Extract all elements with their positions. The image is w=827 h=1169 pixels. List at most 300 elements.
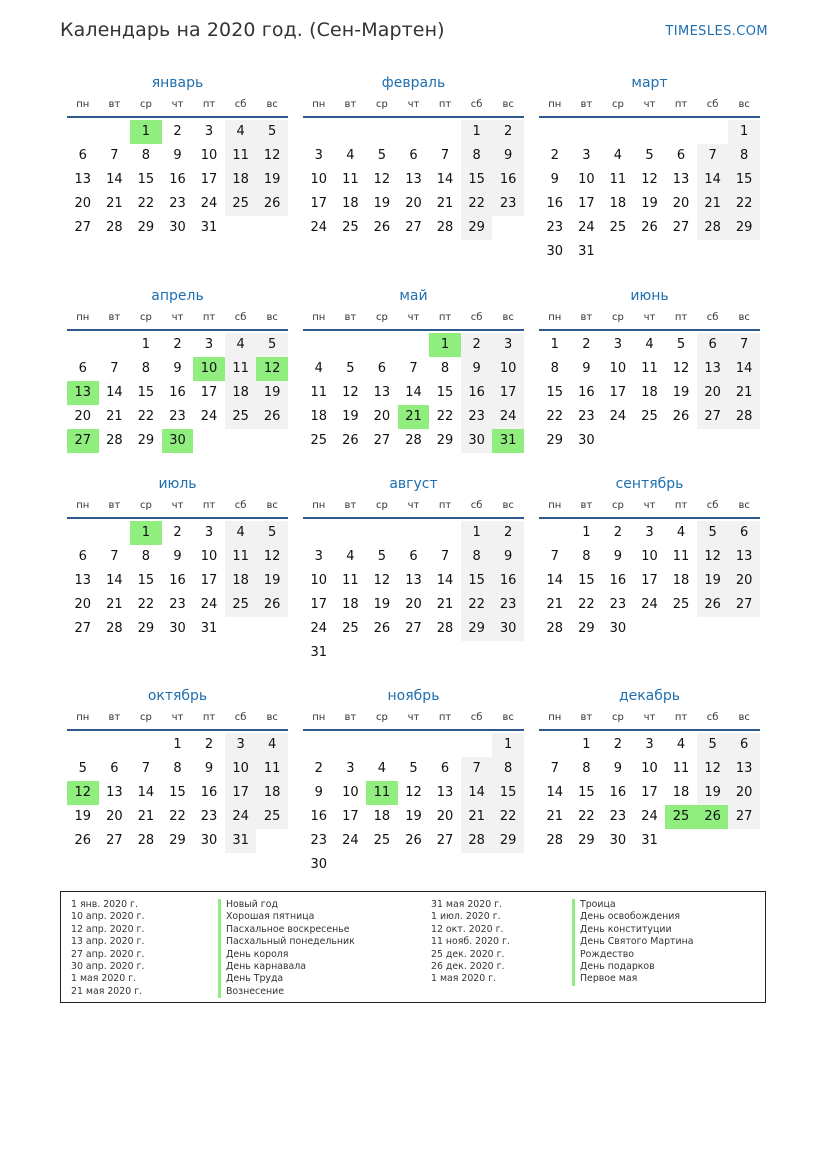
- empty-cell: [665, 120, 697, 144]
- day-cell: 18: [225, 569, 257, 593]
- day-cell: 23: [461, 405, 493, 429]
- day-cell: 26: [373, 220, 391, 235]
- legend-date: 21 мая 2020 г.: [71, 985, 143, 997]
- day-cell: 4: [256, 733, 288, 757]
- day-cell: 26: [256, 593, 288, 617]
- weekday-label: вт: [108, 712, 121, 723]
- weekday-label: сб: [706, 712, 719, 723]
- day-cell: 6: [697, 333, 729, 357]
- weekday-label: сб: [470, 500, 483, 511]
- empty-cell: [303, 120, 335, 144]
- day-cell: 5: [256, 120, 288, 144]
- holiday-day-cell: 21: [398, 405, 430, 429]
- empty-cell: [303, 333, 335, 357]
- day-cell: 2: [173, 124, 182, 139]
- empty-cell: [99, 333, 131, 357]
- day-cell: 8: [582, 761, 591, 776]
- day-cell: 16: [169, 573, 186, 588]
- holiday-day-cell: 25: [665, 805, 697, 829]
- month-name: март: [631, 75, 668, 91]
- day-cell: 7: [141, 761, 151, 776]
- day-cell: 15: [578, 785, 595, 800]
- month-11: [303, 685, 524, 877]
- day-cell: 14: [405, 385, 422, 400]
- weekday-header: [539, 495, 760, 519]
- day-cell: 17: [609, 385, 627, 400]
- day-cell: 3: [346, 761, 355, 776]
- day-cell: 29: [137, 433, 155, 448]
- day-cell: 25: [342, 621, 359, 636]
- month-name: июнь: [630, 288, 669, 304]
- day-cell: 20: [672, 196, 690, 211]
- day-cell: 7: [550, 549, 559, 564]
- day-cell: 30: [546, 244, 564, 259]
- day-cell: 27: [405, 220, 422, 235]
- day-cell: 8: [461, 144, 493, 168]
- weekday-label: сб: [234, 500, 247, 511]
- day-cell: 14: [436, 573, 454, 588]
- day-cell: 5: [697, 521, 729, 545]
- day-cell: 22: [461, 593, 493, 617]
- day-cell: 30: [609, 833, 627, 848]
- weekday-header: [67, 707, 288, 731]
- day-cell: 18: [256, 781, 288, 805]
- day-cell: 31: [578, 244, 595, 259]
- weekday-label: ср: [611, 99, 624, 110]
- weekday-label: вт: [580, 312, 593, 323]
- day-cell: 17: [200, 172, 218, 187]
- day-cell: 12: [697, 545, 729, 569]
- legend-holiday-name: Пасхальный понедельник: [218, 936, 355, 948]
- holiday-day-cell: 13: [67, 381, 99, 405]
- day-cell: 15: [137, 385, 155, 400]
- weekday-label: ср: [375, 712, 388, 723]
- day-cell: 28: [546, 833, 564, 848]
- month-name: октябрь: [147, 688, 208, 704]
- weekday-label: пн: [312, 712, 326, 723]
- day-cell: 29: [461, 617, 493, 641]
- day-cell: 13: [697, 357, 729, 381]
- weekday-label: сб: [470, 312, 483, 323]
- day-cell: 23: [609, 597, 627, 612]
- empty-cell: [429, 733, 461, 757]
- day-cell: 3: [582, 148, 591, 163]
- day-cell: 4: [346, 148, 355, 163]
- day-cell: 23: [492, 192, 524, 216]
- day-cell: 30: [461, 429, 493, 453]
- legend-date: 27 апр. 2020 г.: [71, 948, 145, 960]
- day-cell: 6: [440, 761, 450, 776]
- day-cell: 1: [550, 337, 559, 352]
- weekday-label: вс: [266, 712, 278, 723]
- legend-holiday-name: Пасхальное воскресенье: [218, 924, 355, 936]
- day-cell: 2: [204, 737, 214, 752]
- day-cell: 16: [578, 385, 595, 400]
- month-name: апрель: [151, 288, 204, 304]
- day-cell: 22: [578, 597, 595, 612]
- day-cell: 9: [314, 785, 323, 800]
- weekday-label: сб: [234, 312, 247, 323]
- weekday-label: ср: [375, 312, 388, 323]
- day-cell: 19: [373, 597, 391, 612]
- day-cell: 14: [436, 172, 454, 187]
- month-1: [67, 72, 288, 240]
- day-cell: 9: [204, 761, 214, 776]
- day-cell: 28: [728, 405, 760, 429]
- day-cell: 16: [492, 168, 524, 192]
- day-cell: 23: [200, 809, 218, 824]
- day-cell: 4: [377, 761, 387, 776]
- day-cell: 21: [728, 381, 760, 405]
- weekday-label: пн: [76, 500, 90, 511]
- day-grid: [539, 733, 760, 853]
- day-cell: 4: [346, 549, 355, 564]
- day-cell: 14: [546, 573, 564, 588]
- month-9: [539, 473, 760, 641]
- day-cell: 16: [169, 172, 186, 187]
- empty-cell: [398, 333, 430, 357]
- empty-cell: [539, 521, 571, 545]
- weekday-label: чт: [643, 712, 656, 723]
- day-cell: 18: [342, 597, 359, 612]
- weekday-label: сб: [234, 712, 247, 723]
- day-grid: [67, 521, 288, 641]
- day-cell: 10: [578, 172, 595, 187]
- weekday-label: ср: [611, 312, 624, 323]
- day-cell: 12: [697, 757, 729, 781]
- weekday-header: [67, 495, 288, 519]
- day-cell: 24: [342, 833, 359, 848]
- day-cell: 19: [74, 809, 92, 824]
- day-cell: 7: [110, 148, 119, 163]
- day-cell: 7: [110, 361, 119, 376]
- empty-cell: [303, 521, 335, 545]
- day-cell: 9: [550, 172, 559, 187]
- day-cell: 23: [169, 597, 186, 612]
- day-cell: 2: [173, 525, 182, 540]
- legend-date: 1 мая 2020 г.: [71, 973, 137, 985]
- day-cell: 8: [728, 144, 760, 168]
- day-cell: 27: [74, 621, 92, 636]
- day-cell: 3: [492, 333, 524, 357]
- day-cell: 27: [373, 433, 391, 448]
- day-cell: 12: [672, 361, 690, 376]
- day-cell: 10: [641, 549, 658, 564]
- day-cell: 26: [672, 409, 690, 424]
- legend-date: 31 мая 2020 г.: [431, 899, 503, 910]
- day-cell: 7: [440, 549, 450, 564]
- month-8: [303, 473, 524, 665]
- day-cell: 24: [200, 597, 218, 612]
- weekday-label: чт: [171, 712, 184, 723]
- day-cell: 21: [106, 597, 123, 612]
- day-cell: 22: [137, 409, 155, 424]
- legend-names-right: [572, 899, 694, 986]
- day-cell: 8: [141, 549, 151, 564]
- day-cell: 23: [310, 833, 328, 848]
- day-cell: 18: [225, 381, 257, 405]
- day-cell: 1: [461, 120, 493, 144]
- weekday-label: ср: [139, 312, 152, 323]
- weekday-label: пн: [312, 99, 326, 110]
- day-cell: 4: [676, 737, 686, 752]
- empty-cell: [67, 733, 99, 757]
- day-cell: 5: [645, 148, 654, 163]
- legend-date: 26 дек. 2020 г.: [431, 960, 505, 972]
- weekday-label: вс: [502, 500, 514, 511]
- day-cell: 26: [697, 593, 729, 617]
- day-cell: 22: [546, 409, 564, 424]
- day-cell: 22: [137, 196, 155, 211]
- day-cell: 21: [137, 809, 155, 824]
- day-cell: 14: [106, 385, 123, 400]
- day-cell: 10: [310, 573, 328, 588]
- day-cell: 10: [200, 549, 218, 564]
- day-cell: 11: [672, 549, 690, 564]
- legend-date: 10 апр. 2020 г.: [71, 911, 145, 923]
- legend-holiday-name: День Труда: [218, 973, 355, 985]
- weekday-label: вс: [738, 712, 750, 723]
- day-cell: 11: [256, 757, 288, 781]
- day-cell: 10: [641, 761, 658, 776]
- day-cell: 20: [106, 809, 123, 824]
- day-cell: 14: [137, 785, 155, 800]
- day-cell: 18: [225, 168, 257, 192]
- day-cell: 8: [492, 757, 524, 781]
- legend-date: 12 апр. 2020 г.: [71, 923, 145, 935]
- empty-cell: [335, 521, 367, 545]
- day-cell: 28: [436, 220, 454, 235]
- legend-holiday-name: Первое мая: [572, 973, 694, 985]
- day-cell: 19: [373, 196, 391, 211]
- day-cell: 28: [461, 829, 493, 853]
- weekday-label: вс: [266, 312, 278, 323]
- legend-dates-left: [71, 899, 144, 998]
- day-cell: 17: [310, 196, 328, 211]
- weekday-label: сб: [706, 500, 719, 511]
- day-grid: [67, 120, 288, 240]
- weekday-label: пн: [548, 500, 562, 511]
- empty-cell: [429, 120, 461, 144]
- day-cell: 25: [225, 405, 257, 429]
- day-cell: 3: [613, 337, 623, 352]
- day-cell: 24: [641, 809, 658, 824]
- day-cell: 31: [225, 829, 257, 853]
- empty-cell: [571, 120, 603, 144]
- day-cell: 8: [461, 545, 493, 569]
- day-cell: 27: [405, 621, 422, 636]
- day-cell: 16: [461, 381, 493, 405]
- month-name: февраль: [381, 75, 446, 91]
- weekday-label: вт: [108, 99, 121, 110]
- day-cell: 11: [609, 172, 627, 187]
- holiday-day-cell: 27: [67, 429, 99, 453]
- day-cell: 17: [310, 597, 328, 612]
- day-cell: 19: [256, 569, 288, 593]
- weekday-label: чт: [407, 500, 420, 511]
- day-cell: 7: [409, 361, 418, 376]
- day-cell: 23: [492, 593, 524, 617]
- day-cell: 5: [256, 333, 288, 357]
- day-cell: 6: [78, 549, 87, 564]
- day-cell: 9: [173, 549, 182, 564]
- day-cell: 9: [582, 361, 591, 376]
- day-cell: 8: [582, 549, 591, 564]
- holiday-day-cell: 11: [366, 781, 398, 805]
- day-cell: 9: [173, 148, 182, 163]
- weekday-label: вт: [108, 312, 121, 323]
- day-cell: 3: [645, 737, 654, 752]
- day-cell: 1: [582, 737, 591, 752]
- day-cell: 6: [728, 733, 760, 757]
- weekday-label: вс: [266, 99, 278, 110]
- legend-date: 1 июл. 2020 г.: [431, 911, 501, 923]
- day-cell: 1: [492, 733, 524, 757]
- day-cell: 27: [436, 833, 454, 848]
- day-cell: 16: [609, 573, 627, 588]
- weekday-label: вт: [580, 712, 593, 723]
- weekday-label: вс: [738, 312, 750, 323]
- day-cell: 7: [697, 144, 729, 168]
- day-grid: [539, 120, 760, 264]
- day-cell: 2: [492, 120, 524, 144]
- day-cell: 10: [609, 361, 627, 376]
- day-cell: 8: [141, 148, 151, 163]
- weekday-label: ср: [139, 99, 152, 110]
- legend-date: 1 мая 2020 г.: [431, 973, 497, 985]
- day-cell: 10: [200, 148, 218, 163]
- day-cell: 19: [641, 196, 658, 211]
- weekday-label: пт: [438, 99, 452, 110]
- day-cell: 21: [461, 805, 493, 829]
- empty-cell: [539, 733, 571, 757]
- day-grid: [539, 333, 760, 453]
- legend-holiday-name: Рождество: [572, 949, 694, 961]
- holiday-day-cell: 12: [67, 781, 99, 805]
- legend-holiday-name: День конституции: [572, 924, 694, 936]
- month-name: ноябрь: [387, 688, 440, 704]
- day-cell: 13: [436, 785, 454, 800]
- day-cell: 13: [74, 172, 92, 187]
- day-cell: 6: [409, 148, 418, 163]
- weekday-label: вт: [580, 500, 593, 511]
- day-cell: 3: [204, 124, 214, 139]
- month-10: [67, 685, 288, 853]
- month-name: август: [389, 476, 438, 492]
- day-cell: 21: [106, 196, 123, 211]
- weekday-label: пн: [548, 99, 562, 110]
- month-name: сентябрь: [615, 476, 684, 492]
- day-cell: 2: [492, 521, 524, 545]
- day-cell: 24: [578, 220, 595, 235]
- empty-cell: [99, 733, 131, 757]
- day-cell: 5: [256, 521, 288, 545]
- weekday-label: вт: [344, 312, 357, 323]
- day-cell: 26: [405, 833, 422, 848]
- day-cell: 28: [546, 621, 564, 636]
- day-cell: 29: [137, 220, 155, 235]
- day-cell: 1: [582, 525, 591, 540]
- weekday-label: вс: [502, 312, 514, 323]
- day-cell: 1: [461, 521, 493, 545]
- day-cell: 5: [377, 148, 387, 163]
- legend-holiday-name: Новый год: [218, 899, 355, 911]
- weekday-header: [303, 94, 524, 118]
- weekday-label: пн: [548, 312, 562, 323]
- day-cell: 7: [728, 333, 760, 357]
- month-name: июль: [158, 476, 197, 492]
- holiday-day-cell: 12: [256, 357, 288, 381]
- day-cell: 15: [578, 573, 595, 588]
- day-cell: 14: [461, 781, 493, 805]
- day-cell: 14: [106, 573, 123, 588]
- weekday-header: [539, 707, 760, 731]
- day-cell: 7: [440, 148, 450, 163]
- empty-cell: [398, 521, 430, 545]
- day-cell: 13: [672, 172, 690, 187]
- legend-date: 25 дек. 2020 г.: [431, 948, 505, 960]
- day-cell: 25: [225, 593, 257, 617]
- day-cell: 20: [405, 196, 422, 211]
- day-cell: 12: [405, 785, 422, 800]
- weekday-label: пт: [674, 312, 688, 323]
- day-cell: 31: [310, 645, 328, 660]
- day-cell: 18: [310, 409, 328, 424]
- day-cell: 3: [314, 549, 323, 564]
- legend-date: 30 апр. 2020 г.: [71, 960, 145, 972]
- day-cell: 29: [578, 833, 595, 848]
- day-cell: 10: [492, 357, 524, 381]
- day-cell: 1: [173, 737, 182, 752]
- legend-holiday-name: Троица: [572, 899, 694, 911]
- day-grid: [67, 333, 288, 453]
- day-cell: 24: [200, 196, 218, 211]
- day-cell: 15: [137, 573, 155, 588]
- day-cell: 22: [169, 809, 186, 824]
- day-cell: 27: [728, 805, 760, 829]
- day-cell: 11: [342, 172, 359, 187]
- day-cell: 18: [342, 196, 359, 211]
- empty-cell: [461, 733, 493, 757]
- day-cell: 11: [310, 385, 328, 400]
- day-cell: 18: [609, 196, 627, 211]
- empty-cell: [99, 120, 131, 144]
- day-cell: 11: [225, 357, 257, 381]
- day-cell: 6: [377, 361, 387, 376]
- weekday-header: [67, 307, 288, 331]
- day-cell: 23: [578, 409, 595, 424]
- legend-date: 11 нояб. 2020 г.: [431, 936, 510, 948]
- weekday-label: ср: [139, 500, 152, 511]
- weekday-header: [67, 94, 288, 118]
- day-cell: 19: [405, 809, 422, 824]
- site-link[interactable]: TIMESLES.COM: [665, 24, 768, 39]
- day-cell: 15: [492, 781, 524, 805]
- day-cell: 17: [225, 781, 257, 805]
- weekday-label: сб: [470, 99, 483, 110]
- day-cell: 14: [106, 172, 123, 187]
- month-4: [67, 285, 288, 453]
- day-cell: 21: [546, 809, 564, 824]
- holiday-day-cell: 30: [162, 429, 194, 453]
- day-cell: 29: [436, 433, 454, 448]
- day-cell: 30: [169, 220, 186, 235]
- empty-cell: [99, 521, 131, 545]
- weekday-label: пт: [674, 500, 688, 511]
- day-cell: 5: [377, 549, 387, 564]
- month-name: май: [399, 288, 428, 304]
- empty-cell: [366, 521, 398, 545]
